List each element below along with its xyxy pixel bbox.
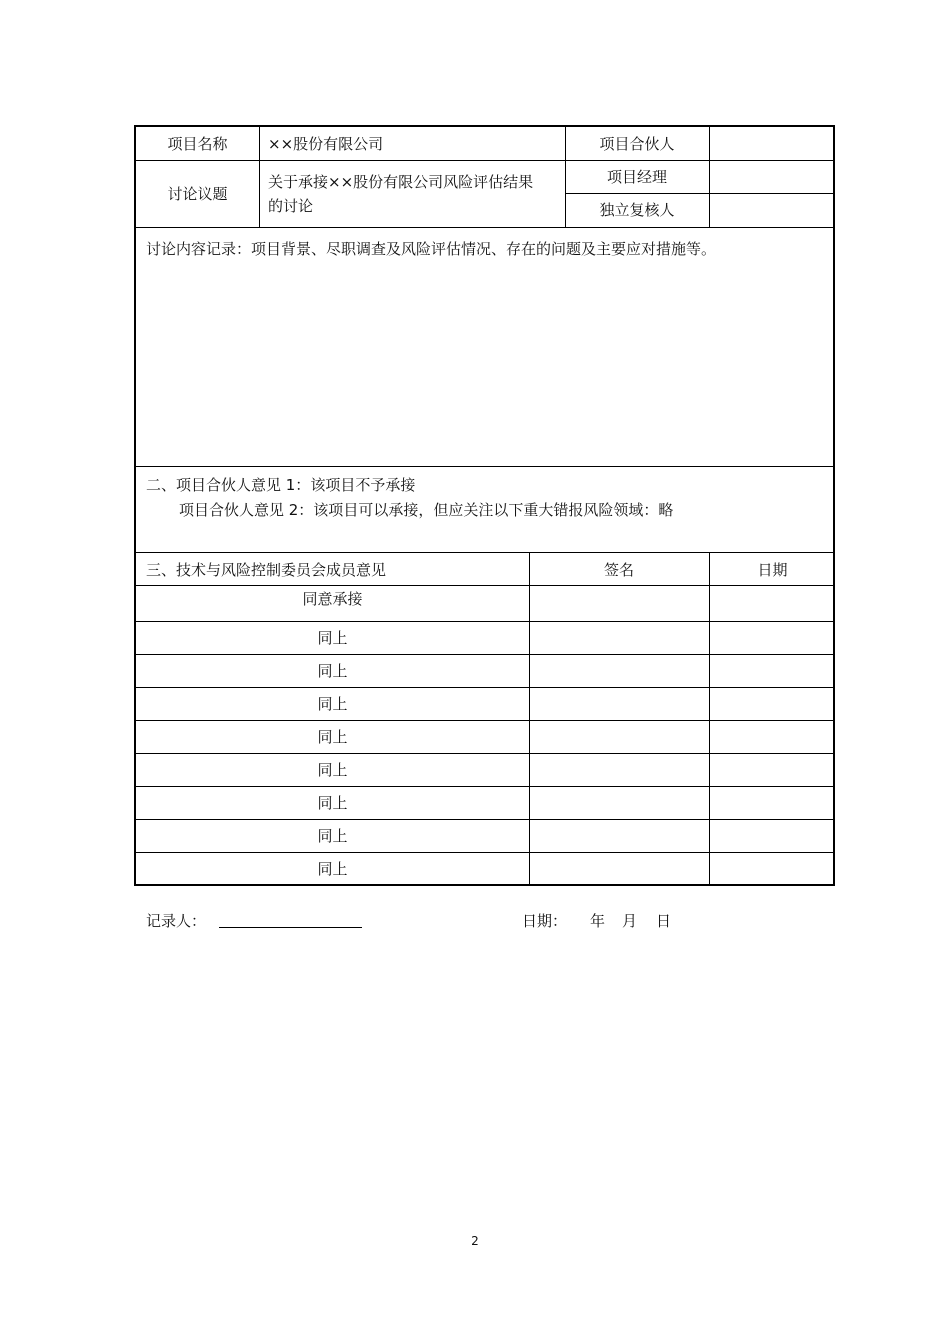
reviewer-label: 独立复核人	[599, 201, 675, 219]
committee-opinion-header: 三、技术与风险控制委员会成员意见	[146, 560, 387, 579]
recorder-signature-line[interactable]	[219, 927, 362, 928]
table-rule	[136, 466, 835, 467]
footer-day: 日	[656, 912, 672, 930]
committee-row-date[interactable]	[710, 688, 835, 720]
footer-month: 月	[622, 912, 638, 930]
table-rule	[136, 227, 835, 228]
committee-row-date[interactable]	[710, 853, 835, 885]
committee-row-opinion: 同上	[317, 695, 348, 713]
committee-row-date[interactable]	[710, 754, 835, 786]
committee-row-opinion: 同上	[317, 794, 348, 812]
meeting-record-table	[134, 125, 835, 886]
page-number: 2	[471, 1234, 479, 1248]
signature-header: 签名	[603, 560, 634, 579]
manager-value[interactable]	[710, 160, 835, 193]
partner-label: 项目合伙人	[599, 134, 675, 153]
reviewer-value[interactable]	[710, 193, 835, 227]
committee-row-signature[interactable]	[530, 586, 709, 621]
partner-opinion-1: 二、项目合伙人意见 1：该项目不予承接	[146, 476, 416, 494]
discussion-record-label: 讨论内容记录：项目背景、尽职调查及风险评估情况、存在的问题及主要应对措施等。	[146, 240, 717, 258]
topic-value: 关于承接××股份有限公司风险评估结果的讨论	[268, 172, 534, 215]
committee-row-opinion: 同上	[317, 761, 348, 779]
committee-row-signature[interactable]	[530, 622, 709, 654]
manager-label: 项目经理	[606, 167, 667, 186]
committee-row-opinion: 同上	[317, 827, 348, 845]
committee-row-signature[interactable]	[530, 721, 709, 753]
committee-row-date[interactable]	[710, 787, 835, 819]
committee-row-signature[interactable]	[530, 754, 709, 786]
committee-row-date[interactable]	[710, 655, 835, 687]
table-rule	[259, 127, 260, 227]
committee-row-date[interactable]	[710, 622, 835, 654]
footer-date-label: 日期：	[522, 912, 568, 930]
date-header: 日期	[757, 560, 788, 579]
committee-row-signature[interactable]	[530, 688, 709, 720]
committee-row-date[interactable]	[710, 721, 835, 753]
recorder-label: 记录人：	[146, 912, 207, 930]
committee-row-signature[interactable]	[530, 787, 709, 819]
committee-row-opinion: 同上	[317, 629, 348, 647]
committee-row-opinion: 同上	[317, 860, 348, 878]
committee-row-opinion: 同意承接	[302, 590, 363, 608]
committee-row-opinion: 同上	[317, 728, 348, 746]
committee-row-signature[interactable]	[530, 655, 709, 687]
partner-value[interactable]	[710, 127, 835, 160]
committee-row-date[interactable]	[710, 820, 835, 852]
project-name-value: ××股份有限公司	[268, 134, 384, 153]
project-name-label: 项目名称	[167, 134, 228, 153]
committee-row-date[interactable]	[710, 586, 835, 621]
committee-row-opinion: 同上	[317, 662, 348, 680]
committee-row-signature[interactable]	[530, 820, 709, 852]
partner-opinion-2: 项目合伙人意见 2：该项目可以承接，但应关注以下重大错报风险领域：略	[179, 501, 674, 519]
committee-row-signature[interactable]	[530, 853, 709, 885]
topic-label: 讨论议题	[167, 184, 228, 203]
footer-year: 年	[590, 912, 606, 930]
